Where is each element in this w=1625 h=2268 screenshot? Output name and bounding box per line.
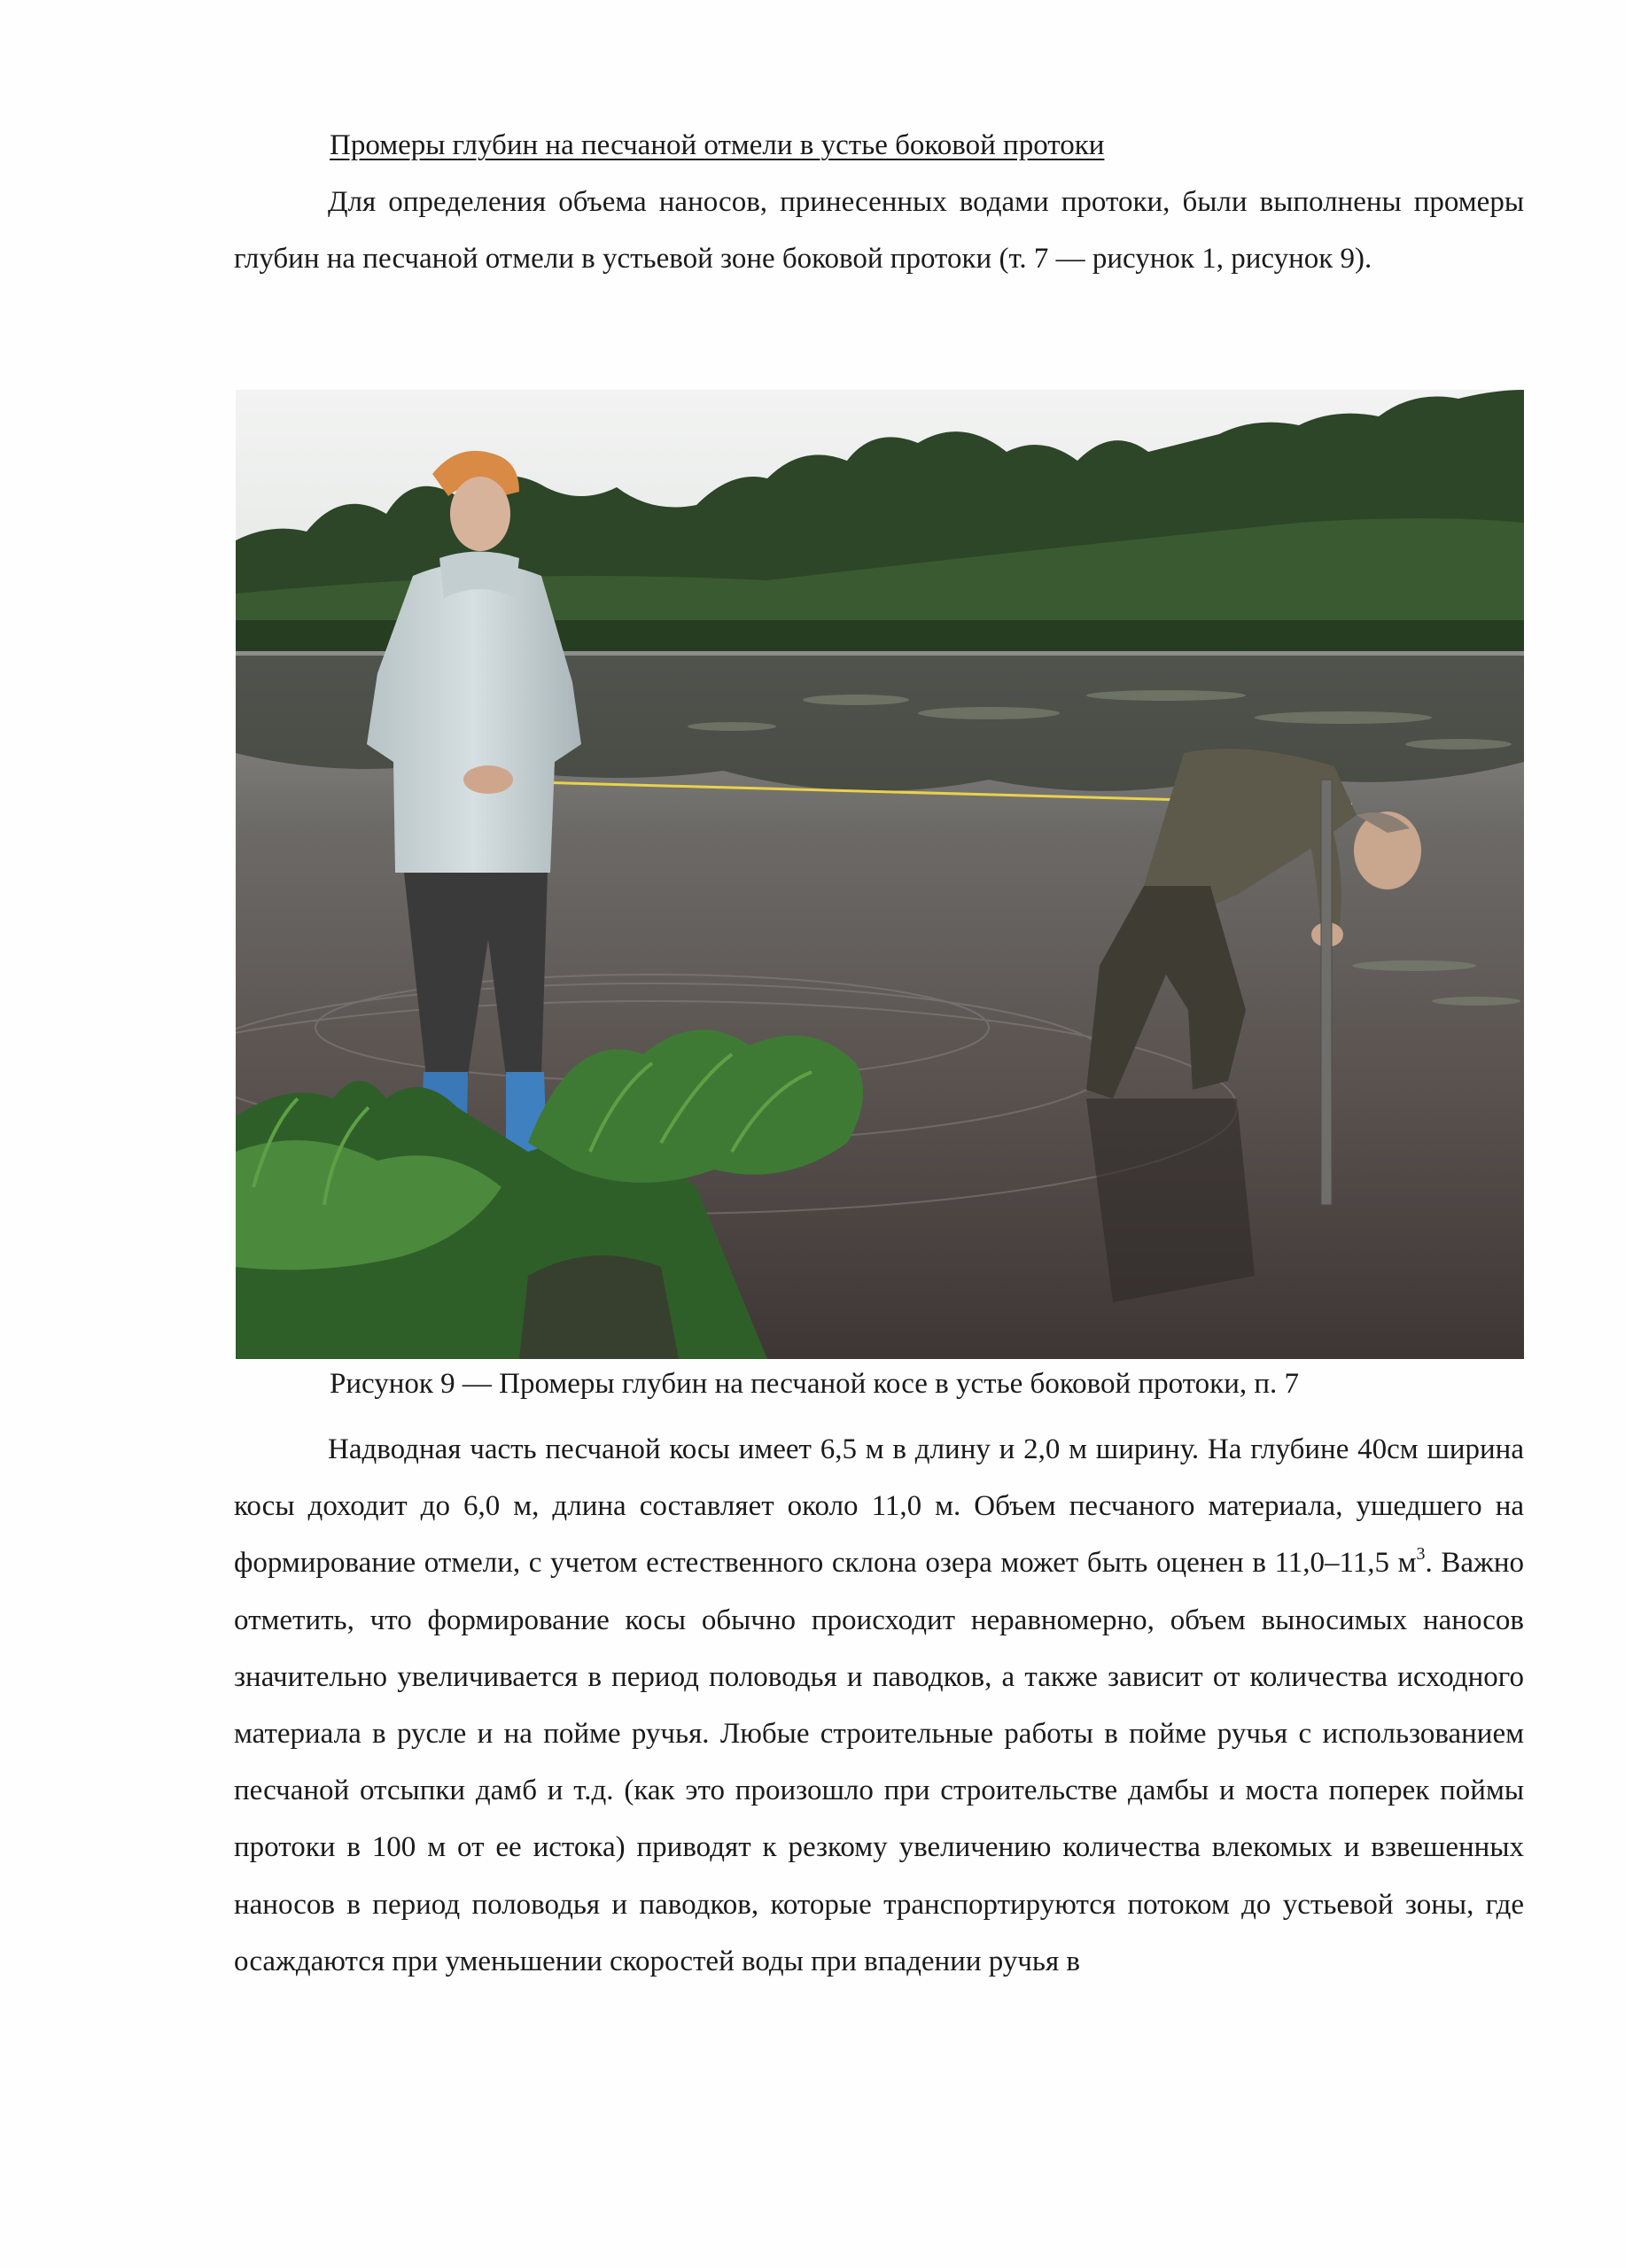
section-heading: Промеры глубин на песчаной отмели в устье боковой протоки	[330, 129, 1105, 161]
figure-caption: Рисунок 9 — Промеры глубин на песчаной косе в устье боковой протоки, п. 7	[330, 1368, 1300, 1400]
body-text-part1: Надводная часть песчаной косы имеет 6,5 м в длину и 2,0 м ширину. На глубине 40см ширина косы доходит до 6,0 м, длина составляет около 11,0 м. Объем песчаного материала, ушедшего на формирование отмели, с учетом естественного склона озера может быть оценен в 11,0–11,5 м	[234, 1433, 1524, 1580]
intro-paragraph: Для определения объема наносов, принесенных водами протоки, были выполнены промеры глубин на песчаной отмели в устьевой зоне боковой протоки (т. 7 — рисунок 1, рисунок 9).	[234, 186, 1524, 275]
figure-photo	[236, 390, 1524, 1359]
body-text-part2: . Важно отметить, что формирование косы обычно происходит неравномерно, объем выносимых наносов значительно увеличивается в период половодья и паводков, а также зависит от количества исходного материала в русле и на пойме ручья. Любые строительные работы в пойме ручья с использованием песчаной отсыпки дамб и т.д. (как это произошло при строительстве дамбы и моста поперек поймы протоки в 100 м от ее истока) приводят к резкому увеличению количества влекомых и взвешенных наносов в период половодья и паводков, которые транспортируются потоком до устьевой зоны, где осаждаются при уменьшении скоростей воды при впадении ручья в	[234, 1547, 1524, 1977]
cubic-superscript: 3	[1416, 1544, 1426, 1565]
body-paragraph	[234, 1421, 1524, 1990]
